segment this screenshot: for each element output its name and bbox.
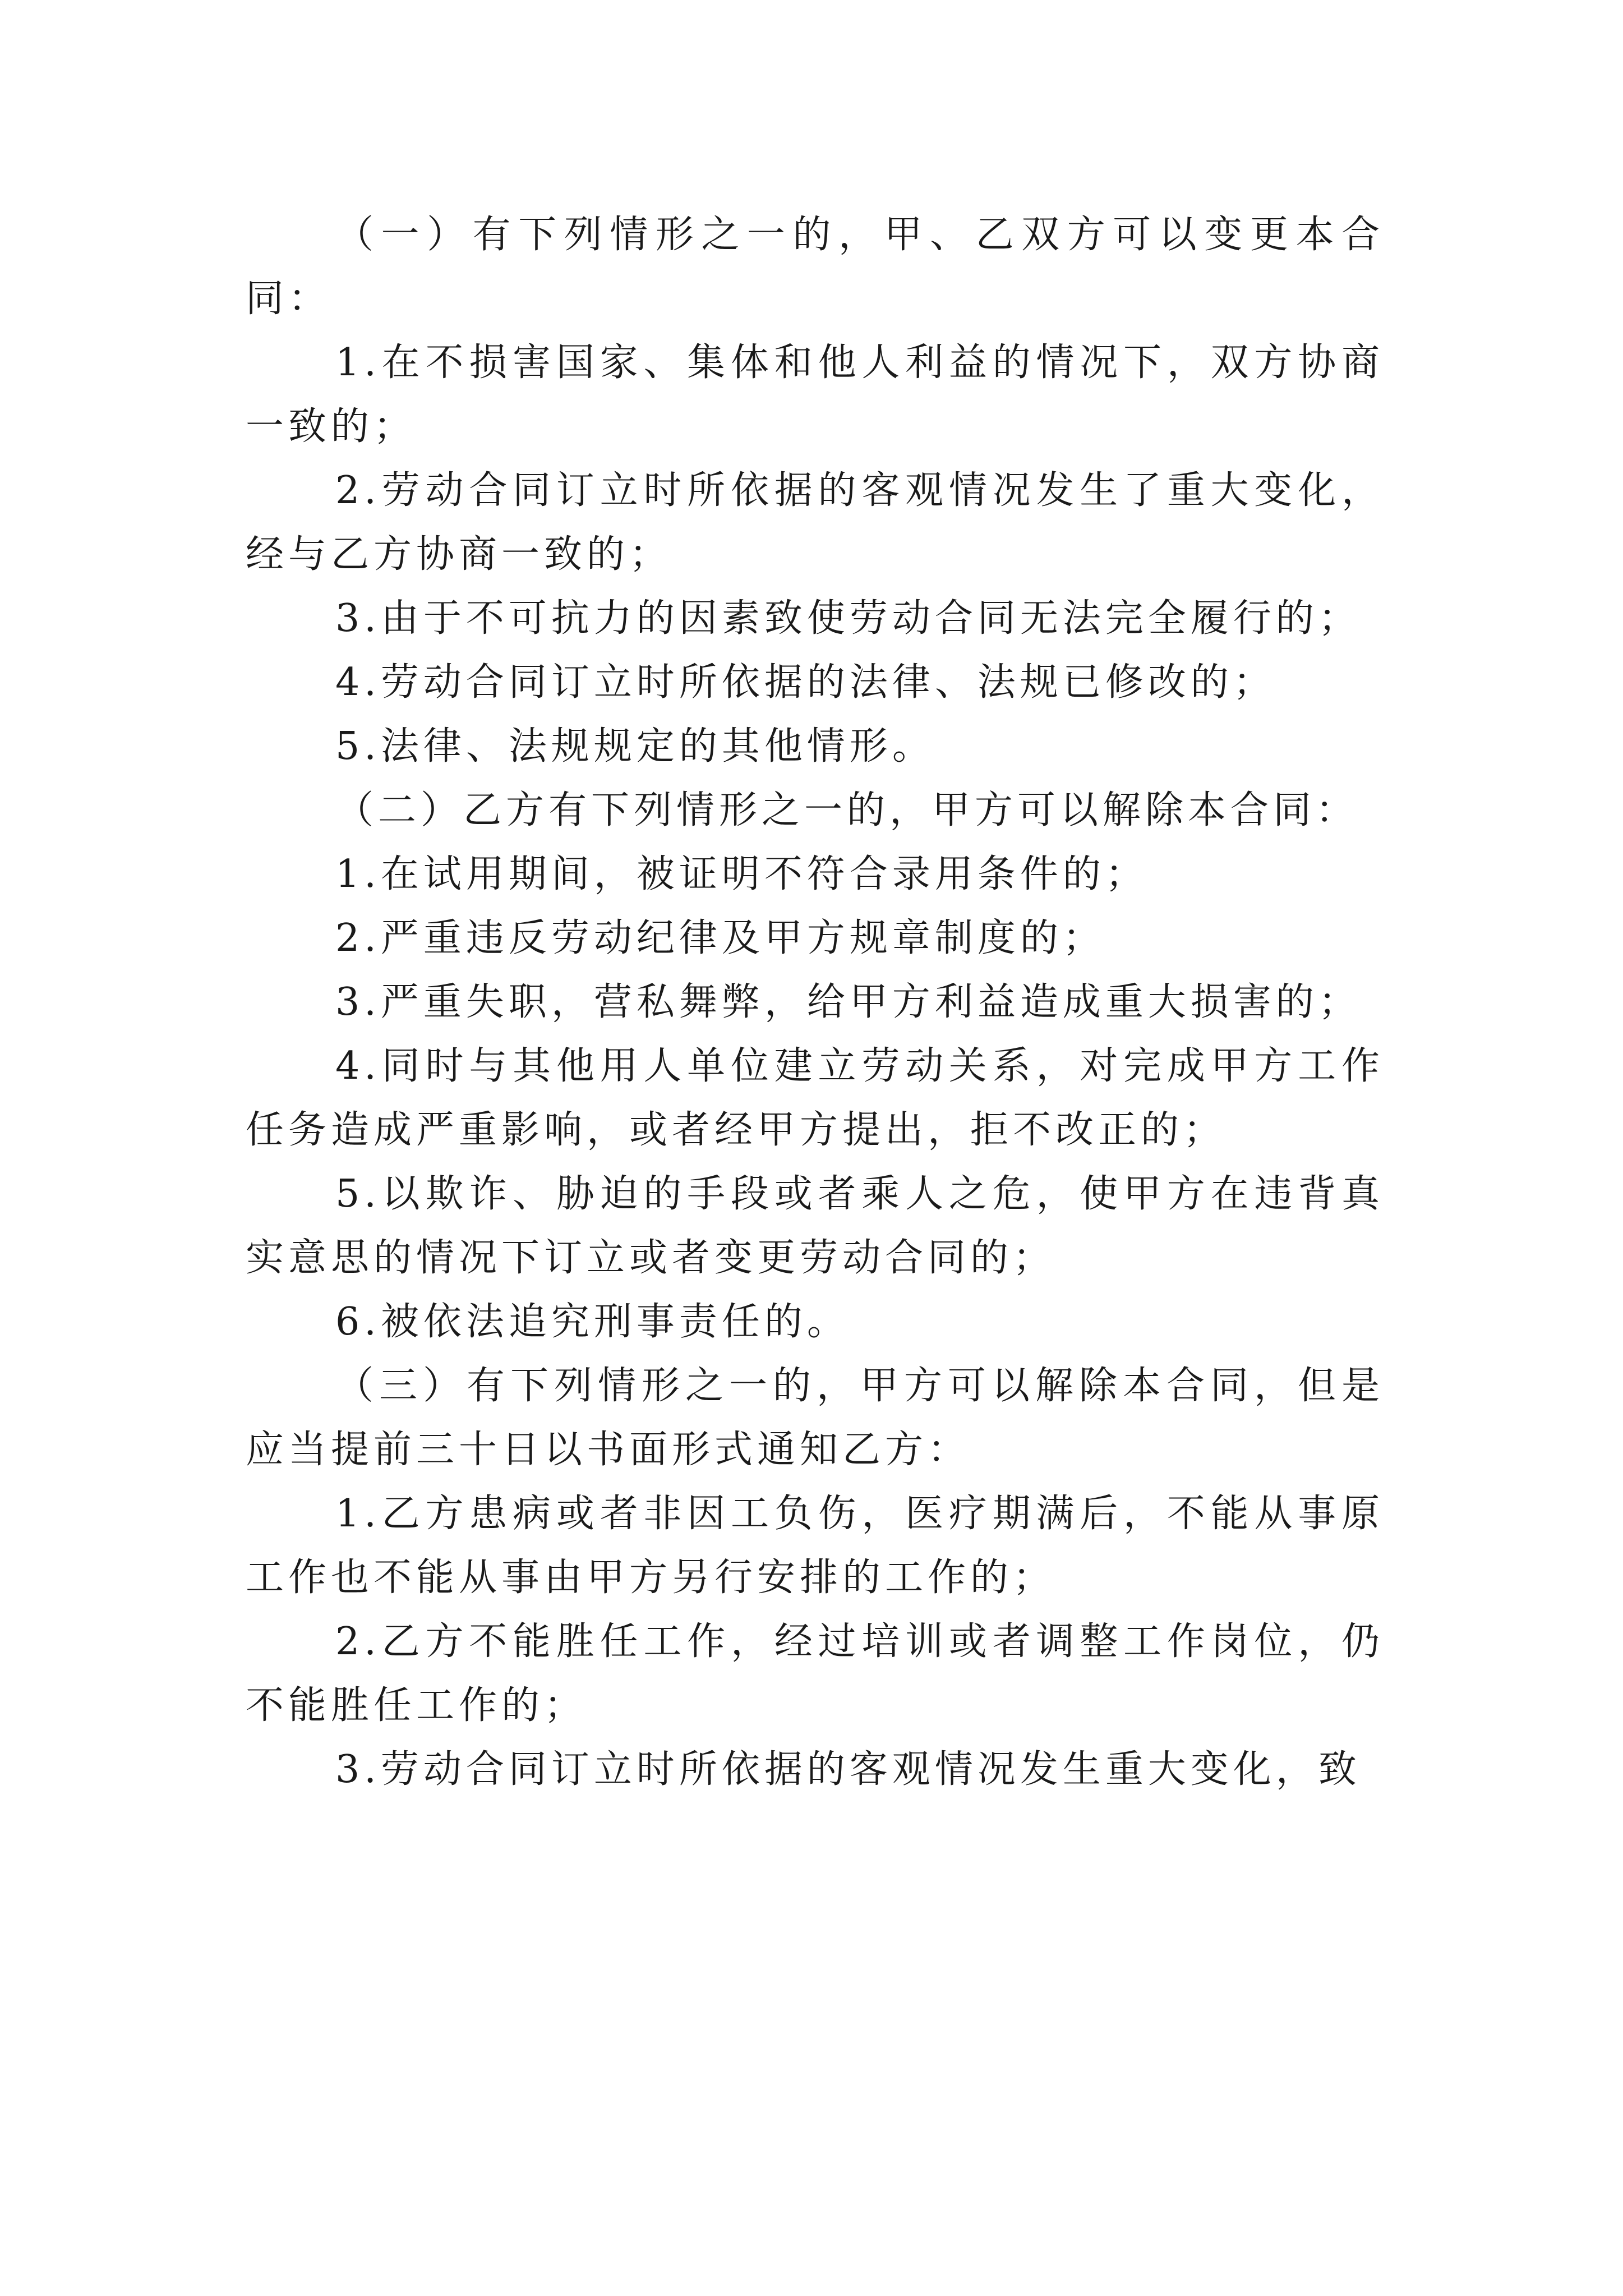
clause-item: 3.严重失职，营私舞弊，给甲方利益造成重大损害的； <box>335 980 1361 1024</box>
clause-item: 1.在试用期间，被证明不符合录用条件的； <box>335 852 1148 896</box>
contract-body <box>246 203 1384 1802</box>
clause-item: 2.严重违反劳动纪律及甲方规章制度的； <box>335 916 1105 960</box>
clause-item: 6.被依法追究刑事责任的。 <box>335 1300 850 1344</box>
clause-item: 1.乙方患病或者非因工负伤，医疗期满后，不能从事原工作也不能从事由甲方另行安排的工作的； <box>246 1492 1384 1600</box>
clause-heading-1: （一）有下列情形之一的，甲、乙双方可以变更本合同： <box>246 213 1384 321</box>
clause-item: 5.以欺诈、胁迫的手段或者乘人之危，使甲方在违背真实意思的情况下订立或者变更劳动合同的； <box>246 1172 1384 1280</box>
clause-item: 3.由于不可抗力的因素致使劳动合同无法完全履行的； <box>335 596 1361 641</box>
clause-heading-2: （二）乙方有下列情形之一的，甲方可以解除本合同： <box>335 788 1359 832</box>
clause-item: 2.乙方不能胜任工作，经过培训或者调整工作岗位，仍不能胜任工作的； <box>246 1619 1384 1728</box>
clause-heading-3: （三）有下列情形之一的，甲方可以解除本合同，但是应当提前三十日以书面形式通知乙方： <box>246 1364 1384 1472</box>
clause-item: 2.劳动合同订立时所依据的客观情况发生了重大变化，经与乙方协商一致的； <box>246 468 1384 577</box>
clause-item: 5.法律、法规规定的其他情形。 <box>335 724 935 769</box>
clause-item: 4.劳动合同订立时所依据的法律、法规已修改的； <box>335 660 1276 705</box>
clause-item: 1.在不损害国家、集体和他人利益的情况下，双方协商一致的； <box>246 341 1384 449</box>
clause-item: 4.同时与其他用人单位建立劳动关系，对完成甲方工作任务造成严重影响，或者经甲方提出，拒不改正的； <box>246 1044 1384 1152</box>
clause-item: 3.劳动合同订立时所依据的客观情况发生重大变化，致 <box>335 1747 1361 1792</box>
